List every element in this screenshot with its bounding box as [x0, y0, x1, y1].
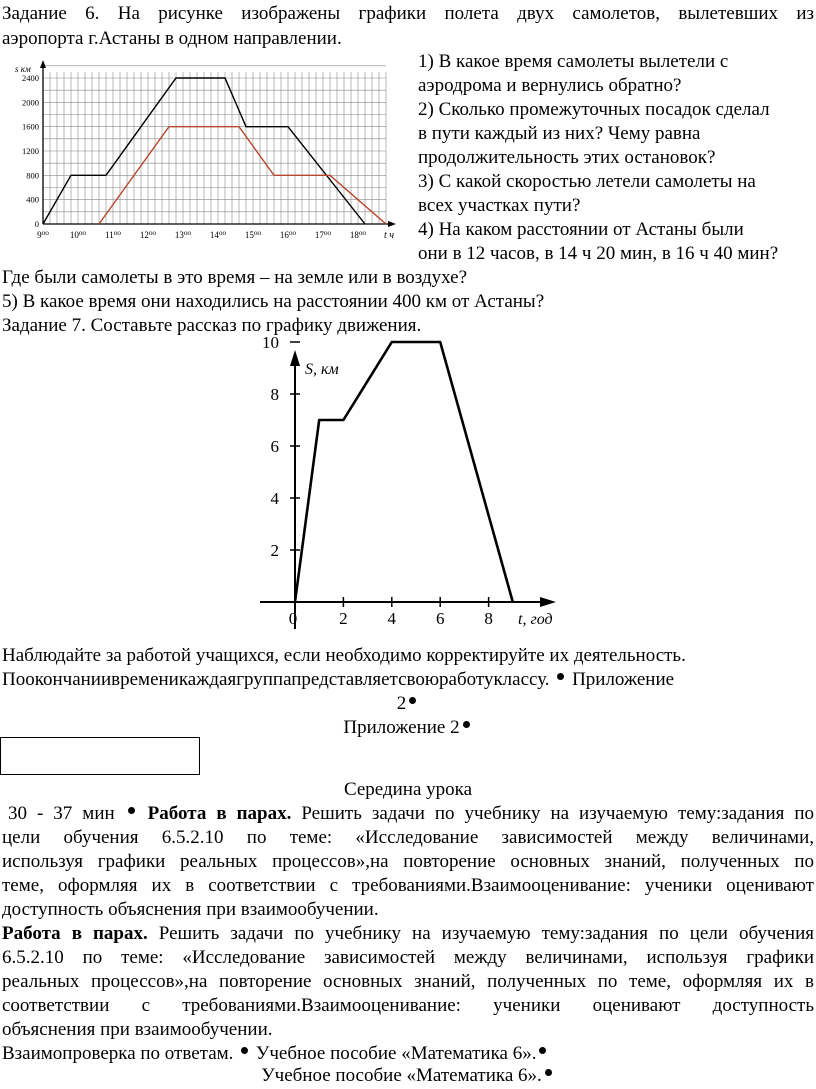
x-tick-label: 11⁰⁰ — [105, 230, 121, 240]
x-tick-label: 15⁰⁰ — [244, 230, 262, 240]
middle-p2d: соответствии с требованиями.Взаимооценивание: ученики оценивают доступность — [2, 995, 814, 1016]
middle-p1a-text: Решить задачи по учебнику на изучаемую тему:задания по — [301, 803, 815, 824]
question-3b: всех участках пути? — [418, 195, 581, 216]
observe-line1: Наблюдайте за работой учащихся, если необходимо корректируйте их деятельность. — [2, 645, 686, 666]
observe-line2 — [2, 668, 814, 692]
x-tick-label: 17⁰⁰ — [314, 230, 332, 240]
x-tick-label: 0 — [288, 609, 298, 628]
observe-line3-text: 2 — [396, 693, 407, 714]
bullet-icon — [241, 1047, 248, 1054]
middle-p1b: цели обучения 6.5.2.10 по теме: «Исследование зависимостей между величинами, — [2, 827, 814, 848]
observe-line2-appendix: Приложение — [572, 669, 675, 690]
appendix-2-text: Приложение 2 — [343, 717, 460, 738]
y-tick-label: 8 — [270, 385, 279, 404]
x-tick-label: 9⁰⁰ — [37, 230, 49, 240]
flight-chart — [0, 52, 410, 248]
middle-p2a-text: Решить задачи по учебнику на изучаемую тему:задания по цели обучения — [158, 923, 814, 944]
bullet-icon — [539, 1047, 546, 1054]
question-5: 5) В какое время они находились на расстоянии 400 км от Астаны? — [2, 291, 545, 312]
question-2b: в пути каждый из них? Чему равна — [418, 123, 701, 144]
question-3a: 3) С какой скоростью летели самолеты на — [418, 171, 756, 192]
question-2a: 2) Сколько промежуточных посадок сделал — [418, 99, 770, 120]
y-tick-label: 1600 — [22, 121, 39, 132]
middle-p2a — [2, 922, 814, 946]
motion-series-line — [295, 342, 513, 602]
middle-title: Середина урока — [343, 779, 473, 800]
book-text: Учебное пособие «Математика 6». — [255, 1043, 537, 1064]
y-axis-label: s км — [15, 64, 31, 74]
x-axis-arrow — [540, 597, 556, 607]
x-tick-label: 2 — [339, 609, 348, 628]
y-tick-label: 6 — [270, 437, 279, 456]
x-tick-label: 12⁰⁰ — [139, 230, 157, 240]
middle-p1e: доступность объяснения при взаимообучении. — [2, 899, 379, 920]
middle-p2e: объяснения при взаимообучении. — [2, 1019, 273, 1040]
x-tick-label: 16⁰⁰ — [279, 230, 297, 240]
y-tick-label: 4 — [270, 489, 279, 508]
book-line-2 — [2, 1064, 814, 1088]
bullet-icon — [557, 673, 564, 680]
task6-line1: Задание 6. На рисунке изображены графики полета двух самолетов, вылетевших из — [2, 3, 814, 24]
middle-time: 30 - 37 мин — [8, 803, 115, 824]
bullet-icon — [128, 807, 135, 814]
x-tick-label: 13⁰⁰ — [174, 230, 192, 240]
y-tick-label: 1200 — [22, 146, 39, 156]
y-tick-label: 2000 — [22, 97, 39, 108]
y-tick-label: 800 — [26, 170, 39, 181]
question-1a: 1) В какое время самолеты вылетели с — [418, 51, 729, 72]
x-tick-label: 6 — [435, 609, 445, 628]
motion-chart — [250, 333, 570, 640]
x-tick-label: 4 — [387, 609, 397, 628]
bullet-icon — [409, 697, 416, 704]
x-tick-label: 14⁰⁰ — [209, 230, 227, 240]
x-tick-label: 18⁰⁰ — [349, 230, 367, 240]
pairs-heading: Работа в парах. — [147, 803, 292, 824]
x-tick-label: 10⁰⁰ — [69, 230, 87, 240]
middle-p2b: 6.5.2.10 по теме: «Исследование зависимостей между величинами, используя графики — [2, 947, 814, 968]
question-1b: аэродрома и вернулись обратно? — [418, 75, 682, 96]
x-axis-label: t, год — [518, 611, 553, 628]
x-axis-arrow — [388, 221, 396, 227]
question-4b: они в 12 часов, в 14 ч 20 мин, в 16 ч 40 мин? — [418, 243, 779, 264]
task6-line2: аэропорта г.Астаны в одном направлении. — [2, 28, 342, 49]
y-axis-label: S, км — [305, 361, 339, 378]
observe-line2-text: Поокончаниивременикаждаягруппапредставляетсвоюработуклассу. — [2, 669, 550, 690]
y-tick-label: 400 — [26, 194, 39, 205]
middle-p1c: используя графики реальных процессов»,на повторение основных знаний, полученных по — [2, 851, 814, 872]
middle-p1a — [8, 802, 814, 826]
x-axis-label: t ч — [384, 230, 395, 241]
x-tick-label: 8 — [484, 609, 493, 628]
pairs-heading-2: Работа в парах. — [2, 923, 148, 944]
y-axis-arrow — [290, 350, 300, 366]
y-tick-label: 2 — [270, 541, 279, 560]
question-4a: 4) На каком расстоянии от Астаны были — [418, 219, 744, 240]
bullet-icon — [545, 1069, 552, 1076]
bullet-icon — [463, 721, 470, 728]
task7-title: Задание 7. Составьте рассказ по графику движения. — [2, 315, 422, 336]
y-tick-label: 10 — [262, 333, 279, 352]
y-tick-label: 0 — [34, 219, 39, 229]
empty-frame — [0, 737, 200, 775]
question-2c: продолжительность этих остановок? — [418, 147, 716, 168]
observe-line3 — [2, 692, 814, 716]
y-axis-arrow — [40, 60, 46, 68]
book-text-2: Учебное пособие «Математика 6». — [261, 1065, 542, 1086]
middle-p1d: теме, оформляя их в соответствии с требованиями.Взаимооценивание: ученики оценивают — [2, 875, 814, 896]
question-4c: Где были самолеты в это время – на земле или в воздухе? — [2, 267, 468, 288]
check-line — [2, 1042, 814, 1066]
y-tick-label: 2400 — [22, 73, 39, 83]
check-text: Взаимопроверка по ответам. — [2, 1043, 234, 1064]
middle-p2c: реальных процессов»,на повторение основных знаний, полученных по теме, оформляя их в — [2, 971, 814, 992]
